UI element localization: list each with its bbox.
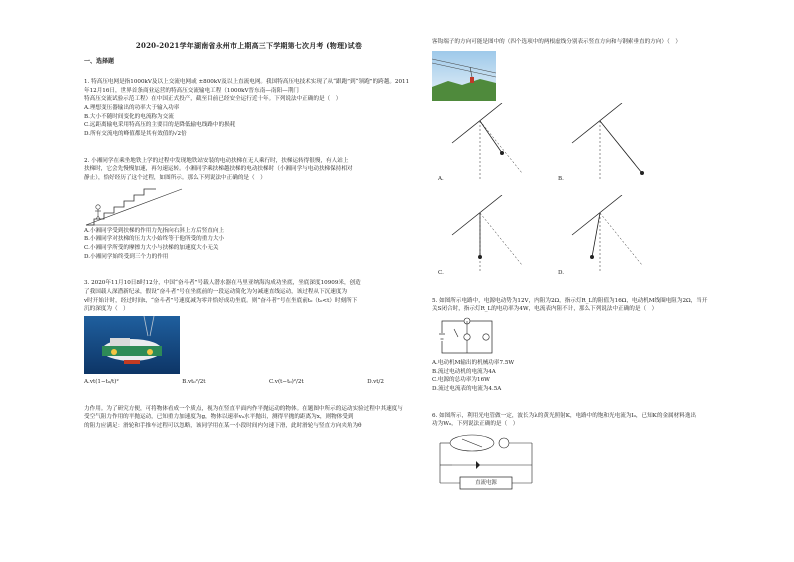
q3-option-b-text: B.vt₀²/2t [182,378,206,385]
q3-option-b[interactable] [182,378,205,387]
q3-option-d[interactable] [367,378,384,387]
q1-option-a[interactable]: A.理想变压器输出的功率大于输入功率 [84,105,180,112]
q3-stem-line-1: 3. 2020年11月10日8时12分，中国“奋斗者”号载人潜水器在马里亚纳海沟成功坐底，坐底深度10909米，创造 [84,280,361,287]
q5-option-b[interactable]: B.流过电动机的电流为4A [432,368,496,375]
zipline-photo [432,51,496,101]
q1-option-b[interactable]: B.大小不随时间变化的电流称为交流 [84,113,174,120]
q1-option-d[interactable]: D.所有交流电的峰值都是其有效值的√2倍 [84,131,187,138]
question-1 [84,78,414,139]
section-title: 一、选择题 [84,57,115,65]
q3-option-d-text: D.vt/2 [367,378,384,385]
pendulum-label-a: A. [438,175,444,182]
q4-stem-line-2: 力作用。为了研究方便，可将物体看成一个质点，视为在竖直平面内作平抛运动的物体。在题图中所示的运动实验过程中其速度与 [84,405,403,412]
q6-stem-line-2: 功为W₀，下列说法正确的是（ ） [432,421,519,428]
q3-option-c-text: C.v(t−t₀)²/2t [268,378,304,385]
q3-stem-line-4: 沉的深度为（ ） [84,306,129,313]
left-column [84,0,414,562]
pendulum-figure-a[interactable] [442,103,562,183]
q2-option-d[interactable]: D.小湘同学始终受到三个力的作用 [84,253,169,260]
question-3 [84,279,414,386]
q4-stem-line-3: 受空气阻力作用的平抛运动，已知重力加速度为g，物体以速率v₀水平抛出，测得平抛的距离为x，则物体受到 [84,414,354,421]
q3-options [84,378,384,387]
page-title: 2020-2021学年湖南省永州市上期高三下学期第七次月考 (物理)试卷 [135,41,363,50]
q5-stem-line-1: 5. 如图所示电路中，电源电动势为12V，内阻为2Ω，指示灯R_L的阻值为16Ω，电动机M线圈电阻为2Ω，当开 [432,297,708,304]
q3-option-a-text: A.vt(1−t₀/t)² [84,378,119,385]
q3-stem-line-2: 了我国载人深潜新纪录，假设“奋斗者”号在坐底前的一段运动简化为匀减速直线运动，该过程从下沉速度为 [84,288,348,295]
q3-option-c[interactable] [269,378,304,387]
q4-stem-line-4: 的阻力应满足：滑轮和手推车过程可以忽略，该同学用在某一小段时间内匀速下滑，此时滑轮与竖直方向夹角为θ [84,422,362,429]
q2-option-a[interactable]: A.小湘同学受到扶梯的作用力先指向右斜上方后竖直向上 [84,227,225,234]
pendulum-figure-b[interactable] [562,103,682,183]
pendulum-figure-c[interactable] [442,195,565,277]
q2-stem-line-1: 2. 小湘同学在乘坐地铁上学的过程中发现地铁站安装的电动扶梯在无人乘行时，扶梯运转得很慢，有人站上 [84,157,349,164]
q5-stem-line-2: 关S闭合时，指示灯R_L的电功率为4W，电流表内阻不计，那么下列说法中正确的是（ ） [432,306,658,313]
submersible-photo [84,316,180,374]
pendulum-label-b: B. [558,175,564,182]
q6-stem-line-1: 6. 如图所示，利用光电管做一定，波长为λ的黄光照射K，电路中的饱和光电流为I₀，已知K的金属材料逸出 [432,412,697,419]
q5-option-a[interactable]: A.电动机M输出的机械功率7.5W [432,359,515,366]
q5-option-d[interactable]: D.流过电流表的电流为4.5A [432,385,502,392]
question-4 [84,405,414,431]
pendulum-label-c: C. [438,269,444,276]
q2-option-c[interactable]: C.小湘同学所受的摩擦力大小与扶梯的加速度大小无关 [84,245,219,252]
question-2 [84,157,414,262]
q3-option-a[interactable] [84,378,119,387]
pendulum-label-d: D. [558,269,565,276]
q2-stem-line-2: 扶梯时，它会先慢慢加速，再匀速运转。小湘同学乘扶梯越扶梯的电动扶梯时（小湘同学与电动扶梯保持相对 [84,166,353,173]
q6-photocell-figure [436,431,546,493]
pendulum-options [432,103,762,283]
pendulum-figure-d[interactable] [562,195,682,277]
question-5 [432,297,777,394]
q1-stem-line-2: 特高压交流试验示范工程）在中国正式投产，截至目前已经安全运行近十年。下列说法中正确的是（ ） [84,96,342,103]
q2-option-b[interactable]: B.小湘同学对扶梯的压力大小始终等于他所受的重力大小 [84,236,225,243]
q4-continued: 客钩端子的方向可能是图中的（四个选项中的两根虚线分别表示竖直方向和与钢索垂直的方向）（ ） [432,39,681,45]
question-6 [432,412,777,493]
dc-power-label: 直流电源 [475,479,497,486]
q5-option-c[interactable]: C.电源的总功率为16W [432,377,490,384]
q1-stem-line-1: 1. 特高压电网是指1000kV及以上交流电网或 ±800kV及以上直流电网。我国特高压电技术实现了从“跟跑”到“领跑”的跨越。2011年12月16日，世界首条商业运营的特高压交流输电工程（1000kV晋东南—南阳—荆门 [84,79,410,94]
q3-stem-line-3: v时开始计时，经过时间t，“奋斗者”号速度减为零并恰好成功坐底。则“奋斗者”号在坐底前t₀（t₀<t）时刻所下 [84,297,358,304]
escalator-figure [84,183,184,227]
q2-stem-line-3: 静止），恰好经历了这个过程，如图所示。那么下列说法中正确的是（ ） [84,175,266,182]
right-column [432,0,777,562]
q5-circuit-diagram [438,317,498,357]
q1-option-c[interactable]: C.远距离输电采用特高压的主要目的是降低输电线路中的损耗 [84,122,236,129]
